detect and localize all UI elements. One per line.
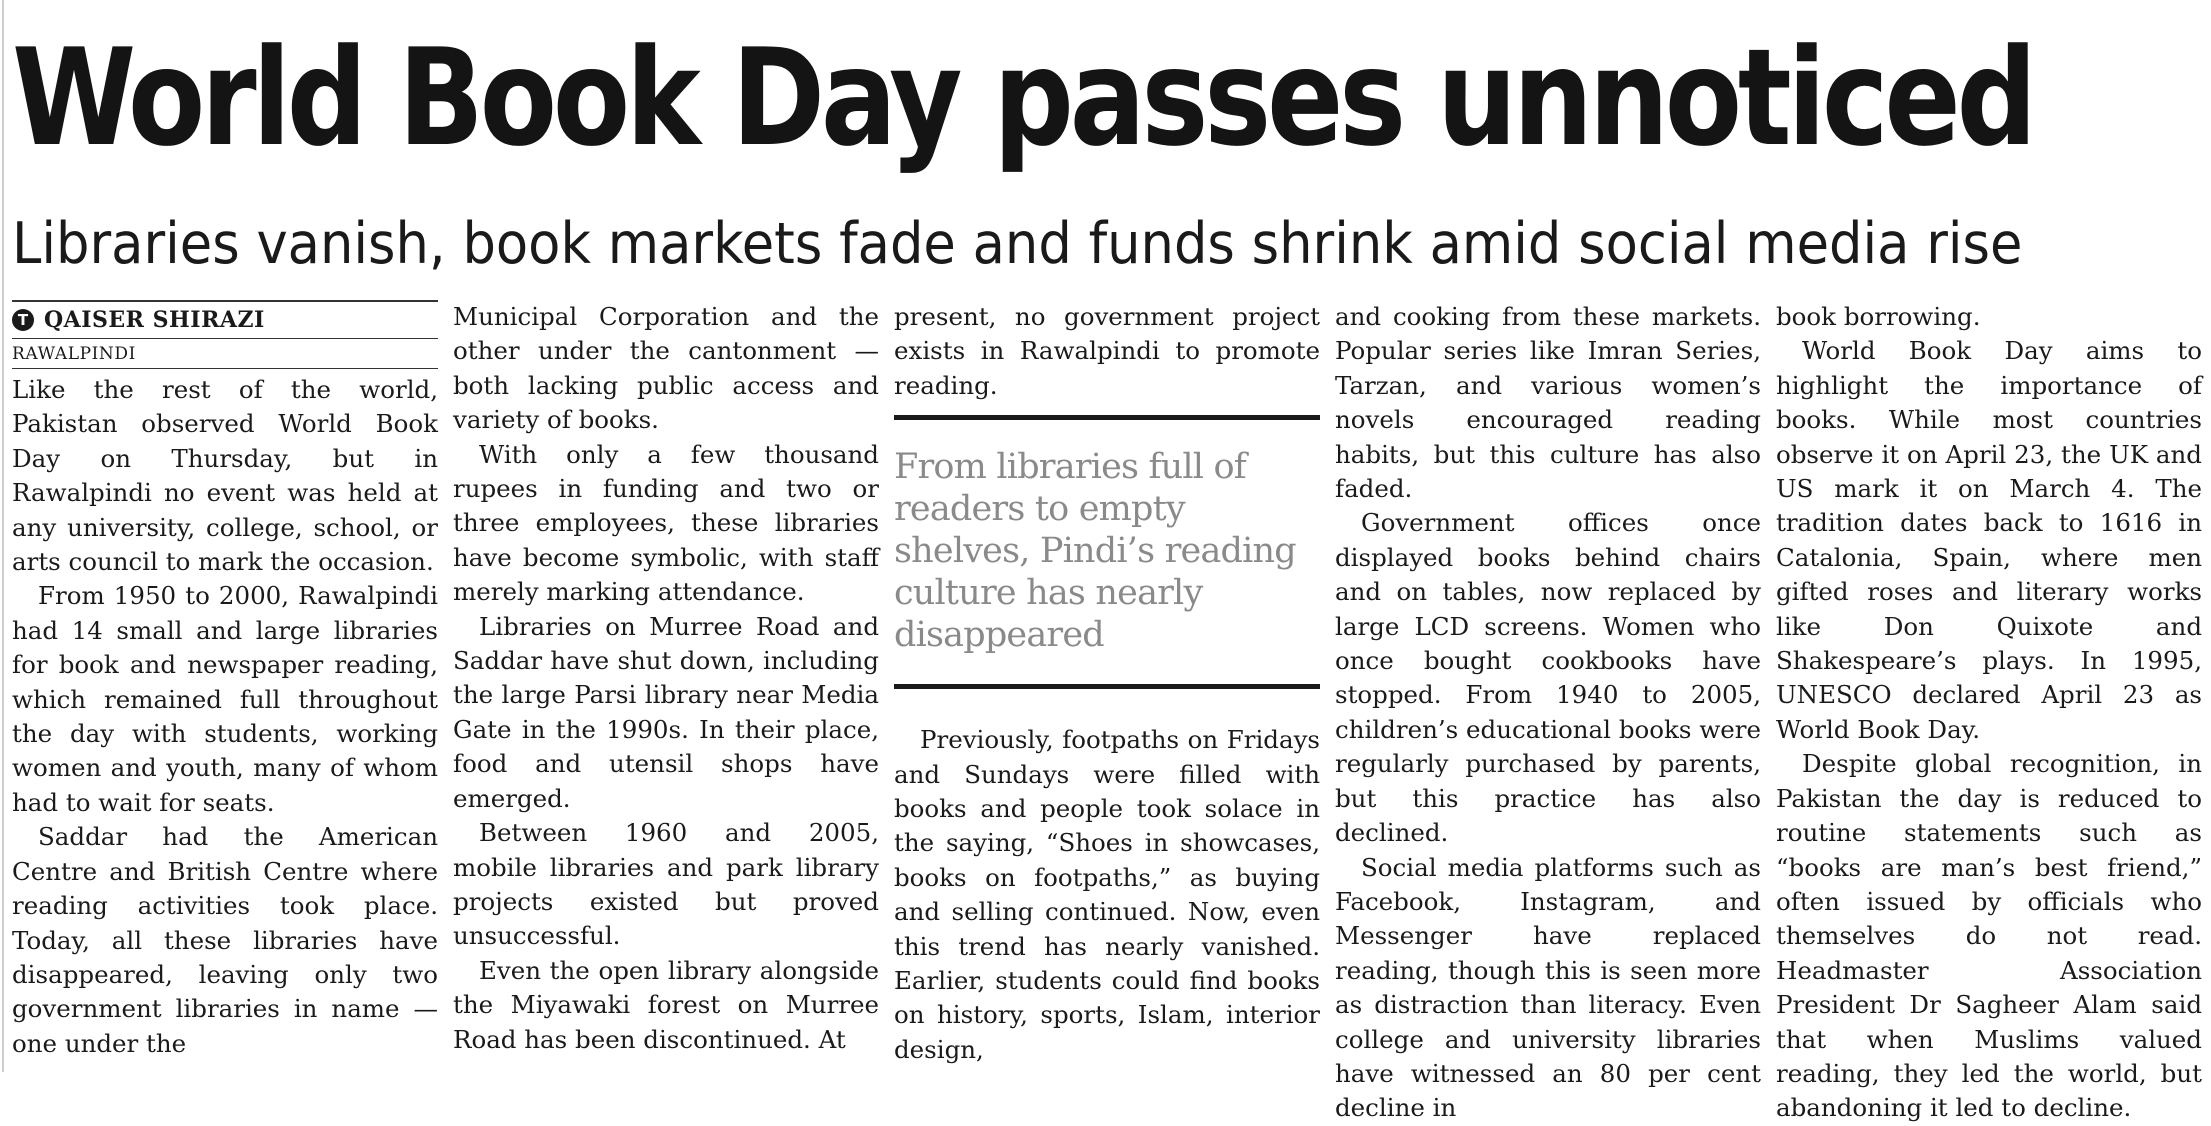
column-1 (12, 300, 438, 1061)
paragraph: Like the rest of the world, Pakistan observed World Book Day on Thursday, but in Rawalpindi no event was held at any university, college, school, or arts council to mark the occasion. (12, 375, 438, 577)
paragraph: present, no government project exists in Rawalpindi to promote reading. (894, 302, 1320, 400)
page-edge-rule (2, 0, 4, 1072)
pull-quote-text: From libraries full of readers to empty shelves, Pindi’s reading culture has nearly disappeared (894, 447, 1296, 656)
column-5 (1776, 300, 2202, 1126)
paragraph: Even the open library alongside the Miyawaki forest on Murree Road has been discontinued. At (453, 955, 879, 1054)
paragraph: Saddar had the American Centre and British Centre where reading activities took place. Today, all these libraries have disappeared, leaving only two government libraries in name — one under the (12, 822, 438, 1058)
paragraph: From 1950 to 2000, Rawalpindi had 14 small and large libraries for book and newspaper reading, which remained full throughout the day with students, working women and youth, many of whom had to wait for seats. (12, 581, 438, 817)
paragraph: Previously, footpaths on Fridays and Sundays were filled with books and people took solace in the saying, “Shoes in showcases, books on footpaths,” as buying and selling continued. Now, even this trend has nearly vanished. Earlier, students could find books on history, sports, Islam, interior design, (894, 725, 1320, 1064)
headline: World Book Day passes unnoticed (12, 20, 2033, 176)
byline (12, 300, 438, 339)
publication-logo-icon: T (12, 309, 34, 331)
paragraph: and cooking from these markets. Popular series like Imran Series, Tarzan, and various women’s novels encouraged reading habits, but this culture has also faded. (1335, 302, 1761, 504)
paragraph: Between 1960 and 2005, mobile libraries and park library projects existed but proved unsuccessful. (453, 818, 879, 951)
paragraph: With only a few thousand rupees in funding and two or three employees, these libraries have become symbolic, with staff merely marking attendance. (453, 439, 879, 607)
author-name: QAISER SHIRAZI (44, 307, 265, 333)
article-body (12, 300, 2202, 1123)
paragraph: Social media platforms such as Facebook, Instagram, and Messenger have replaced reading, though this is seen more as distraction than literacy. Even college and university libraries have witnessed an 80 per cent decline in (1335, 852, 1761, 1123)
dateline: RAWALPINDI (12, 340, 438, 369)
paragraph: Municipal Corporation and the other under the cantonment — both lacking public access and variety of books. (453, 302, 879, 435)
paragraph: World Book Day aims to highlight the importance of books. While most countries observe it on April 23, the UK and US mark it on March 4. The tradition dates back to 1616 in Catalonia, Spain, where men gifted roses and literary works like Don Quixote and Shakespeare’s plays. In 1995, UNESCO declared April 23 as World Book Day. (1776, 336, 2202, 744)
pull-quote (894, 415, 1320, 689)
paragraph: Libraries on Murree Road and Saddar have shut down, including the large Parsi library near Media Gate in the 1990s. In their place, food and utensil shops have emerged. (453, 611, 879, 813)
paragraph: Despite global recognition, in Pakistan the day is reduced to routine statements such as “books are man’s best friend,” often issued by officials who themselves do not read. Headmaster Association President Dr Sagheer Alam said that when Muslims valued reading, they led the world, but abandoning it led to decline. (1776, 749, 2202, 1123)
subheadline: Libraries vanish, book markets fade and funds shrink amid social media rise (12, 211, 2023, 277)
paragraph: Government offices once displayed books behind chairs and on tables, now replaced by large LCD screens. Women who once bought cookbooks have stopped. From 1940 to 2005, children’s educational books were regularly purchased by parents, but this practice has also declined. (1335, 508, 1761, 848)
column-2 (453, 300, 879, 1057)
column-4 (1335, 300, 1761, 1126)
paragraph: book borrowing. (1776, 302, 1981, 331)
column-3 (894, 300, 1320, 1067)
